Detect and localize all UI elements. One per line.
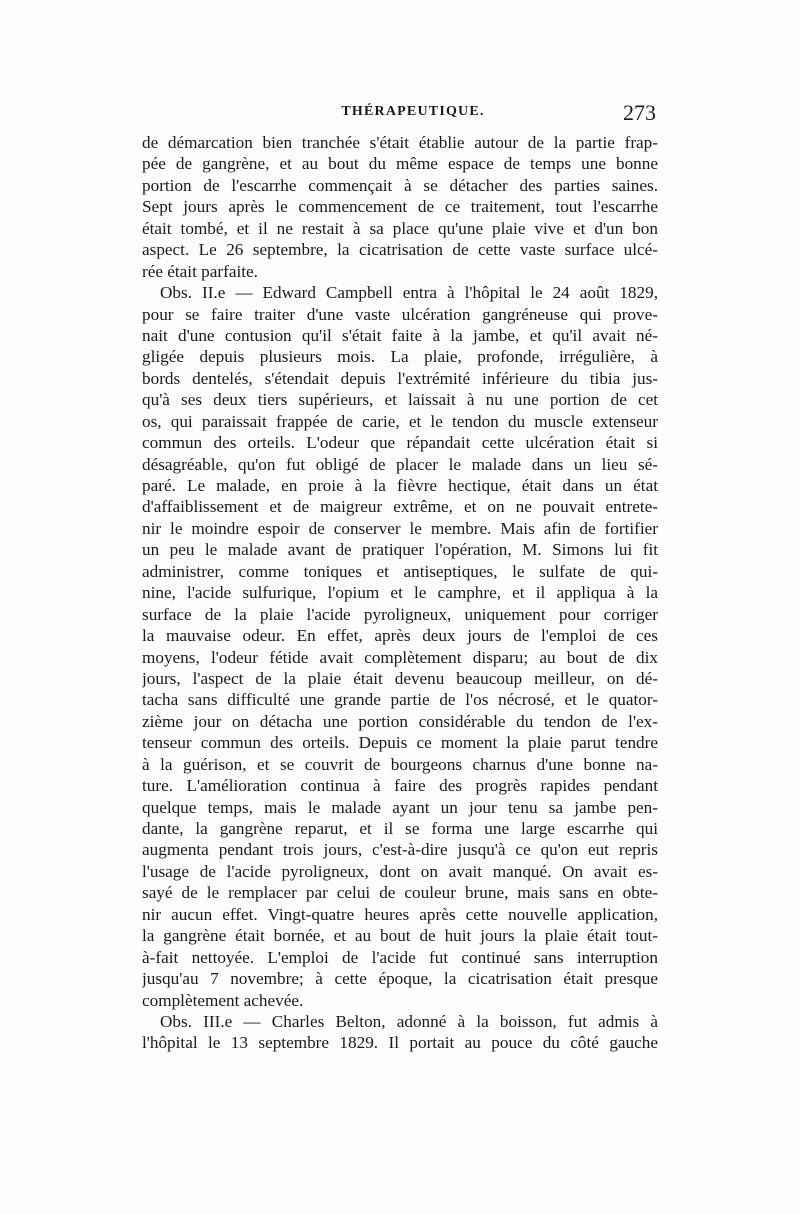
- text-line: l'hôpital le 13 septembre 1829. Il portait au pouce du côté gauche: [142, 1033, 658, 1053]
- observation-heading: Obs. III.e — Charles Belton, adonné à la boisson, fut admis à: [160, 1011, 658, 1031]
- text-line: nait d'une contusion qu'il s'était faite à la jambe, et qu'il avait né-: [142, 325, 658, 345]
- text-line: quelque temps, mais le malade ayant un jour tenu sa jambe pen-: [142, 797, 658, 817]
- text-line: commun des orteils. L'odeur que répandait cette ulcération était si: [142, 433, 658, 453]
- text-line: tenseur commun des orteils. Depuis ce moment la plaie parut tendre: [142, 733, 658, 753]
- text-line: jusqu'au 7 novembre; à cette époque, la cicatrisation était presque: [142, 969, 658, 989]
- text-line: était tombé, et il ne restait à sa place qu'une plaie vive et d'un bon: [142, 218, 658, 238]
- text-line: à-fait nettoyée. L'emploi de l'acide fut continué sans interruption: [142, 947, 658, 967]
- text-line: Sept jours après le commencement de ce traitement, tout l'escarrhe: [142, 197, 658, 217]
- text-line: jours, l'aspect de la plaie était devenu beaucoup meilleur, on dé-: [142, 668, 658, 688]
- text-line: tacha sans difficulté une grande partie de l'os nécrosé, et le quator-: [142, 690, 658, 710]
- text-line: la mauvaise odeur. En effet, après deux jours de l'emploi de ces: [142, 626, 658, 646]
- body-text: [142, 132, 658, 1054]
- text-line: gligée depuis plusieurs mois. La plaie, profonde, irrégulière, à: [142, 347, 658, 367]
- text-line: ture. L'amélioration continua à faire des progrès rapides pendant: [142, 776, 658, 796]
- text-line: complètement achevée.: [142, 990, 304, 1010]
- text-line: os, qui paraissait frappée de carie, et le tendon du muscle extenseur: [142, 411, 658, 431]
- text-line: aspect. Le 26 septembre, la cicatrisation de cette vaste surface ulcé-: [142, 240, 658, 260]
- text-line: surface de la plaie l'acide pyroligneux, uniquement pour corriger: [142, 604, 658, 624]
- text-line: nir aucun effet. Vingt-quatre heures après cette nouvelle application,: [142, 904, 658, 924]
- text-line: administrer, comme toniques et antiseptiques, le sulfate de qui-: [142, 561, 658, 581]
- text-line: nine, l'acide sulfurique, l'opium et le camphre, et il appliqua à la: [142, 583, 658, 603]
- text-line: pée de gangrène, et au bout du même espace de temps une bonne: [142, 154, 658, 174]
- text-line: paré. Le malade, en proie à la fièvre hectique, était dans un état: [142, 476, 658, 495]
- text-line: un peu le malade avant de pratiquer l'opération, M. Simons lui fit: [142, 540, 658, 560]
- text-line: sayé de le remplacer par celui de couleur brune, mais sans en obte-: [142, 883, 658, 903]
- text-line: bords dentelés, s'étendait depuis l'extrémité inférieure du tibia jus-: [142, 368, 658, 388]
- page-number: 273: [623, 100, 656, 125]
- text-line: dante, la gangrène reparut, et il se forma une large escarrhe qui: [142, 819, 658, 838]
- text-line: rée était parfaite.: [142, 261, 258, 281]
- text-line: d'affaiblissement et de maigreur extrême, et on ne pouvait entrete-: [142, 497, 658, 517]
- text-line: moyens, l'odeur fétide avait complètement disparu; au bout de dix: [142, 647, 658, 667]
- text-line: qu'à ses deux tiers supérieurs, et laissait à nu une portion de cet: [142, 390, 658, 410]
- text-line: pour se faire traiter d'une vaste ulcération gangréneuse qui prove-: [142, 304, 658, 324]
- text-line: nir le moindre espoir de conserver le membre. Mais afin de fortifier: [142, 518, 658, 538]
- text-line: désagréable, qu'on fut obligé de placer le malade dans un lieu sé-: [142, 454, 658, 474]
- text-line: portion de l'escarrhe commençait à se détacher des parties saines.: [142, 175, 658, 195]
- text-line: zième jour on détacha une portion considérable du tendon de l'ex-: [142, 711, 658, 731]
- page-header: [142, 100, 656, 130]
- text-line: l'usage de l'acide pyroligneux, dont on avait manqué. On avait es-: [142, 861, 658, 881]
- text-line: à la guérison, et se couvrit de bourgeons charnus d'une bonne na-: [142, 754, 658, 774]
- text-line: la gangrène était bornée, et au bout de huit jours la plaie était tout-: [142, 926, 658, 946]
- observation-heading: Obs. II.e — Edward Campbell entra à l'hôpital le 24 août 1829,: [160, 283, 658, 303]
- text-line: augmenta pendant trois jours, c'est-à-dire jusqu'à ce qu'on eut repris: [142, 840, 658, 860]
- running-title: THÉRAPEUTIQUE.: [341, 104, 485, 119]
- text-line: de démarcation bien tranchée s'était établie autour de la partie frap-: [142, 133, 658, 152]
